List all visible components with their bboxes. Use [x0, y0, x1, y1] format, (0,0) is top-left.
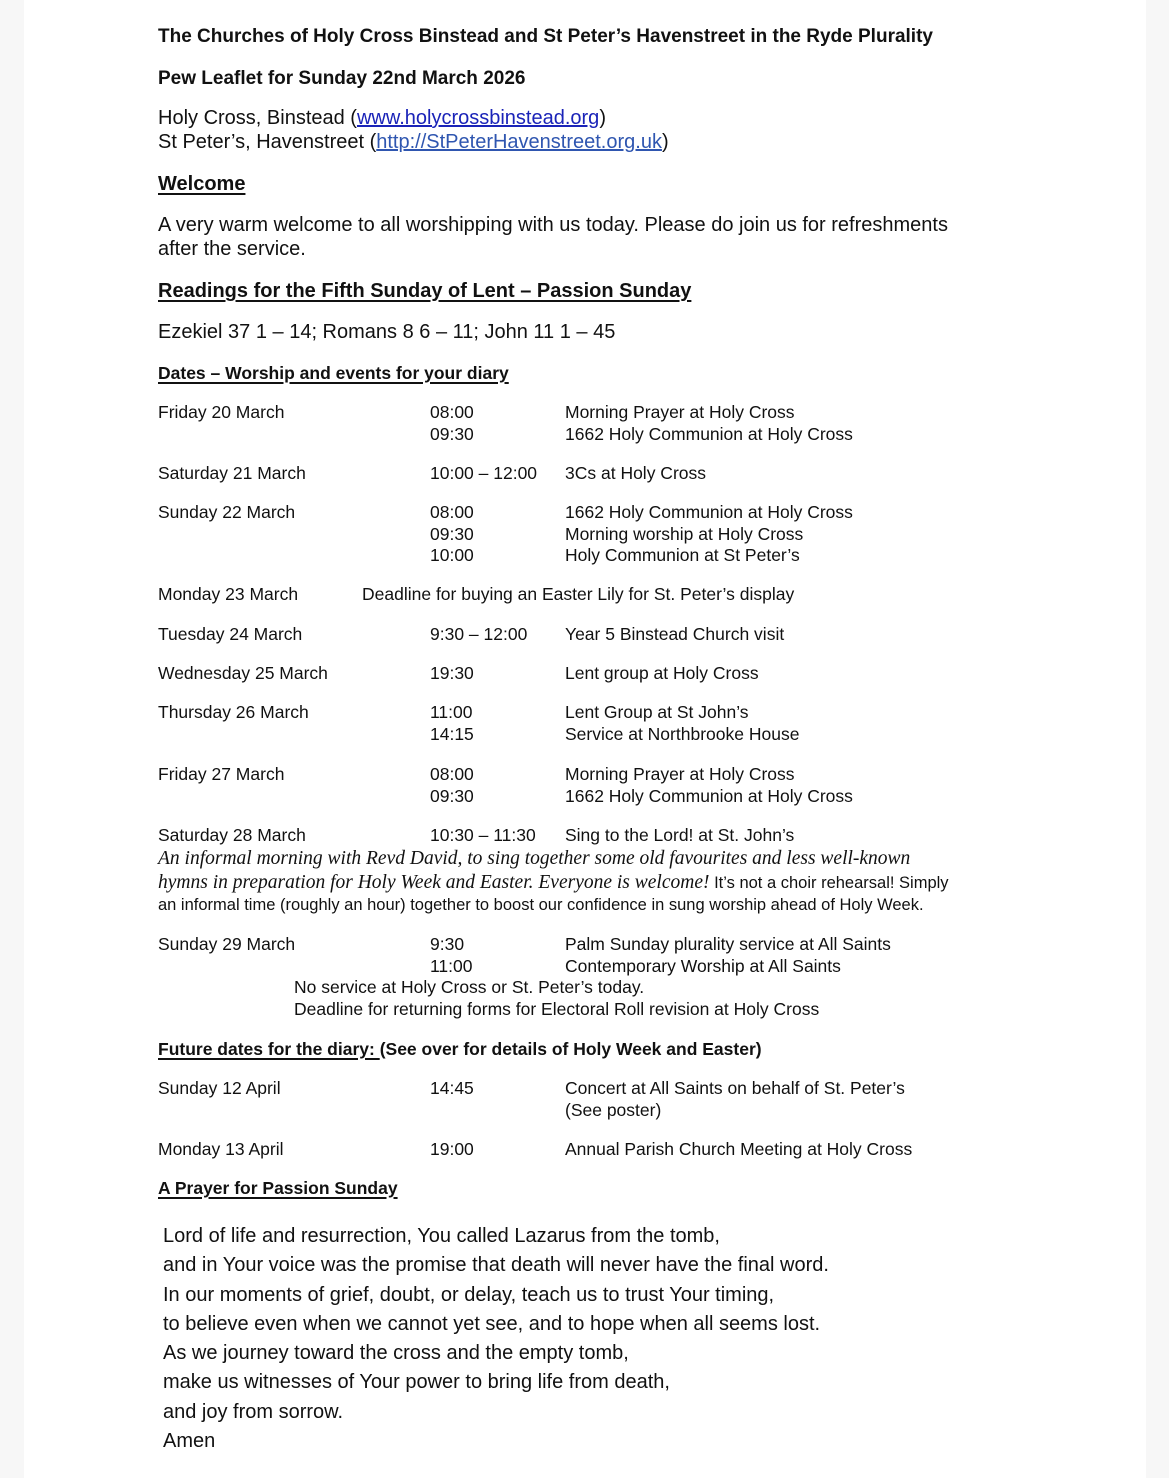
sunday29-note: No service at Holy Cross or St. Peter’s today.	[294, 977, 645, 997]
entry-time: 08:00	[430, 764, 474, 784]
prayer-line: As we journey toward the cross and the empty tomb,	[163, 1342, 629, 1365]
diary-entry	[158, 934, 1058, 1020]
entry-event: Lent Group at St John’s	[565, 702, 749, 722]
leaflet-page	[24, 0, 1146, 1478]
entry-event: Annual Parish Church Meeting at Holy Cross	[565, 1139, 913, 1159]
entry-date: Saturday 28 March	[158, 825, 306, 845]
entry-event: Morning Prayer at Holy Cross	[565, 764, 795, 784]
entry-event: 1662 Holy Communion at Holy Cross	[565, 423, 853, 444]
entry-time: 08:00	[430, 502, 474, 522]
future-dates-heading	[158, 1039, 762, 1060]
entry-event: Year 5 Binstead Church visit	[565, 624, 785, 644]
entry-time: 10:00	[430, 545, 474, 565]
entry-date: Sunday 29 March	[158, 934, 296, 954]
entry-event: Lent group at Holy Cross	[565, 663, 759, 683]
entry-date: Friday 27 March	[158, 764, 285, 784]
entry-date: Monday 13 April	[158, 1139, 284, 1159]
leaflet-title: The Churches of Holy Cross Binstead and St Peter’s Havenstreet in the Ryde Plurality	[158, 26, 933, 47]
sing-description-line: An informal morning with Revd David, to sing together some old favourites and less well-known	[158, 848, 911, 869]
entry-time: 09:30	[430, 523, 474, 544]
sing-description-line	[158, 872, 949, 894]
prayer-line: make us witnesses of Your power to bring life from death,	[163, 1371, 670, 1394]
diary-entry	[158, 764, 1058, 807]
diary-entry	[158, 663, 1058, 685]
prayer-line: and in Your voice was the promise that death will never have the final word.	[163, 1254, 829, 1277]
church-line-holy-cross	[158, 107, 606, 130]
sing-description-plain: It’s not a choir rehearsal! Simply	[709, 874, 949, 892]
entry-time: 08:00	[430, 402, 474, 422]
sunday29-note: Deadline for returning forms for Electoral Roll revision at Holy Cross	[294, 998, 820, 1019]
entry-time: 19:30	[430, 663, 474, 683]
sing-description-line: an informal time (roughly an hour) together to boost our confidence in sung worship ahead of Holy Week.	[158, 896, 924, 914]
paren-close: )	[661, 131, 669, 153]
entry-event: Service at Northbrooke House	[565, 723, 800, 744]
diary-entry	[158, 702, 1058, 745]
readings-text: Ezekiel 37 1 – 14; Romans 8 6 – 11; John 11 1 – 45	[158, 321, 616, 343]
diary-entry	[158, 624, 1058, 646]
readings-heading: Readings for the Fifth Sunday of Lent – Passion Sunday	[158, 280, 692, 302]
entry-time: 9:30	[430, 934, 465, 954]
entry-time: 11:00	[430, 955, 473, 976]
st-peters-website-link[interactable]: http://StPeterHavenstreet.org.uk	[376, 131, 662, 153]
holy-cross-website-link[interactable]: www.holycrossbinstead.org	[356, 107, 600, 129]
church-name: Holy Cross, Binstead (	[158, 107, 357, 129]
paren-close: )	[599, 107, 606, 129]
entry-date: Monday 23 March	[158, 584, 299, 604]
welcome-heading: Welcome	[158, 173, 246, 195]
entry-event: Contemporary Worship at All Saints	[565, 955, 841, 976]
entry-event-note: (See poster)	[565, 1099, 662, 1120]
entry-time: 19:00	[430, 1139, 474, 1159]
entry-date: Thursday 26 March	[158, 702, 309, 722]
welcome-text-line: A very warm welcome to all worshipping with us today. Please do join us for refreshments	[158, 214, 948, 236]
leaflet-subtitle: Pew Leaflet for Sunday 22nd March 2026	[158, 68, 526, 89]
entry-time: 09:30	[430, 785, 474, 806]
dates-heading: Dates – Worship and events for your diary	[158, 363, 509, 383]
entry-date: Wednesday 25 March	[158, 663, 328, 683]
entry-event: 1662 Holy Communion at Holy Cross	[565, 502, 853, 522]
sing-description-italic: hymns in preparation for Holy Week and Easter. Everyone is welcome!	[158, 872, 710, 893]
entry-date: Friday 20 March	[158, 402, 285, 422]
entry-event: Palm Sunday plurality service at All Saints	[565, 934, 891, 954]
entry-date: Tuesday 24 March	[158, 624, 303, 644]
church-line-st-peters	[158, 131, 669, 154]
prayer-line: to believe even when we cannot yet see, and to hope when all seems lost.	[163, 1312, 821, 1335]
church-name: St Peter’s, Havenstreet (	[158, 131, 377, 153]
entry-time: 14:15	[430, 723, 474, 744]
prayer-heading: A Prayer for Passion Sunday	[158, 1178, 398, 1198]
entry-time: 10:30 – 11:30	[430, 825, 536, 845]
future-heading-rest: (See over for details of Holy Week and Easter)	[379, 1039, 762, 1059]
entry-time: 09:30	[430, 423, 474, 444]
entry-time: 10:00 – 12:00	[430, 463, 538, 483]
prayer-text	[163, 1222, 829, 1456]
entry-event: 1662 Holy Communion at Holy Cross	[565, 785, 853, 806]
entry-event: Morning Prayer at Holy Cross	[565, 402, 795, 422]
diary-entry	[158, 463, 1058, 485]
prayer-line: Lord of life and resurrection, You called Lazarus from the tomb,	[163, 1225, 720, 1247]
entry-time: 14:45	[430, 1078, 474, 1098]
diary-entry	[158, 584, 1058, 606]
entry-event: Morning worship at Holy Cross	[565, 523, 804, 544]
entry-time: 9:30 – 12:00	[430, 624, 528, 644]
entry-event: Holy Communion at St Peter’s	[565, 545, 800, 565]
entry-time: 11:00	[430, 702, 473, 722]
entry-date: Sunday 12 April	[158, 1078, 281, 1098]
diary-entry	[158, 502, 1058, 567]
prayer-line: Amen	[163, 1430, 216, 1453]
welcome-text-line: after the service.	[158, 238, 306, 260]
entry-event: Concert at All Saints on behalf of St. Peter’s	[565, 1078, 905, 1098]
entry-date: Sunday 22 March	[158, 502, 296, 522]
future-heading-underlined: Future dates for the diary:	[158, 1039, 380, 1059]
diary-entry	[158, 402, 1058, 445]
entry-note: Deadline for buying an Easter Lily for St. Peter’s display	[362, 584, 795, 604]
entry-date: Saturday 21 March	[158, 463, 306, 483]
future-entry	[158, 1078, 1058, 1121]
prayer-line: In our moments of grief, doubt, or delay, teach us to trust Your timing,	[163, 1283, 775, 1306]
future-entry	[158, 1139, 1058, 1161]
entry-event: Sing to the Lord! at St. John’s	[565, 825, 795, 845]
prayer-line: and joy from sorrow.	[163, 1400, 344, 1423]
diary-entry	[158, 825, 1058, 847]
entry-event: 3Cs at Holy Cross	[565, 463, 707, 483]
